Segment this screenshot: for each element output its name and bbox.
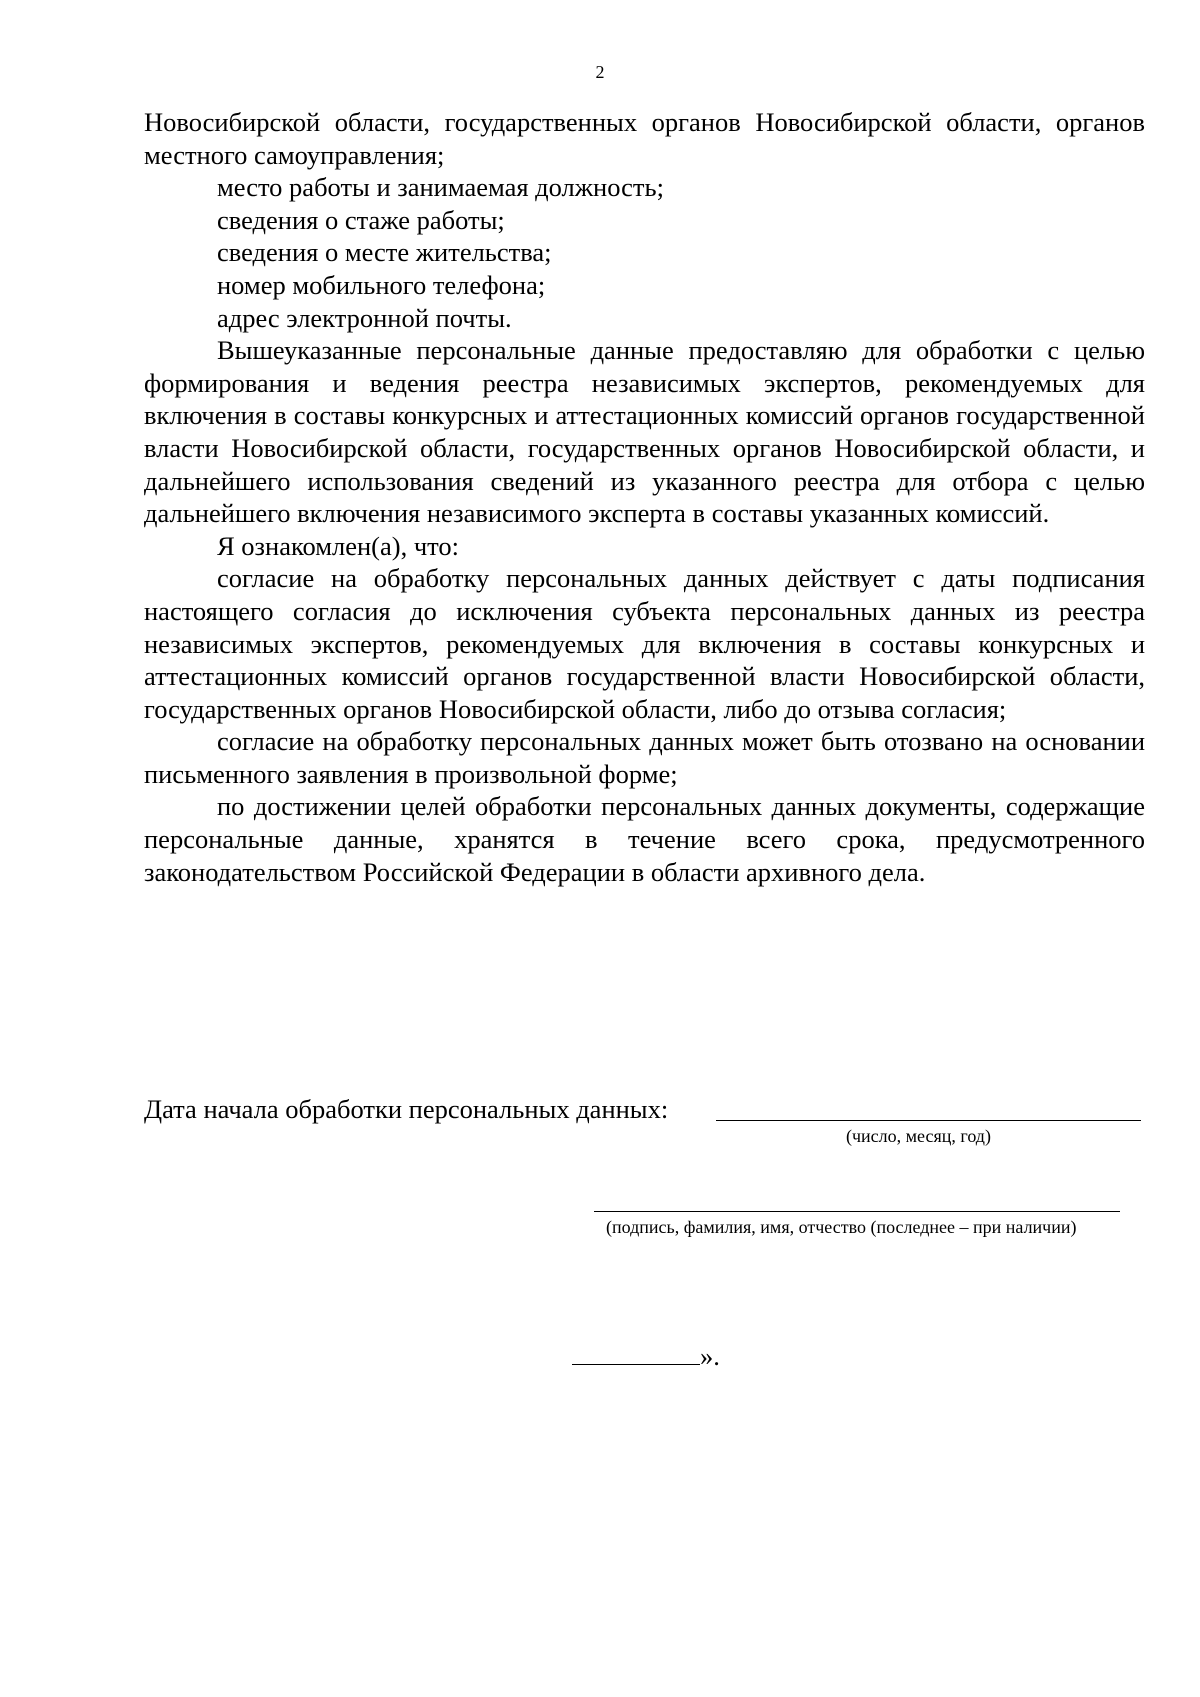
paragraph: Вышеуказанные персональные данные предоставляю для обработки с целью формирования и ведения реестра независимых экспертов, рекомендуемых для включения в составы конкурсных и аттестационных комиссий органов государственной власти Новосибирской области, государственных органов Новосибирской области, и дальнейшего использования сведений из указанного реестра для отбора с целью дальнейшего включения независимого эксперта в составы указанных комиссий. [144, 335, 1145, 529]
date-field-label: Дата начала обработки персональных данных: [144, 1094, 669, 1124]
list-item: место работы и занимаемая должность; [217, 172, 664, 203]
paragraph: Я ознакомлен(а), что: [217, 530, 460, 561]
paragraph: согласие на обработку персональных данных может быть отозвано на основании письменного заявления в произвольной форме; [144, 726, 1145, 789]
list-item: сведения о стаже работы; [217, 204, 505, 235]
signature-caption: (подпись, фамилия, имя, отчество (последнее – при наличии) [606, 1217, 1077, 1237]
date-field-caption: (число, месяц, год) [846, 1126, 991, 1146]
paragraph: Новосибирской области, государственных органов Новосибирской области, органов местного самоуправления; [144, 107, 1145, 170]
closing-quote-mark: ». [700, 1341, 720, 1371]
closing-blank-line[interactable] [572, 1364, 700, 1365]
page-number: 2 [595, 62, 605, 82]
document-body [144, 106, 1145, 888]
list-item: сведения о месте жительства; [217, 237, 552, 268]
signature-line[interactable] [594, 1211, 1120, 1212]
list-item: адрес электронной почты. [217, 302, 512, 333]
paragraph: согласие на обработку персональных данных действует с даты подписания настоящего согласия до исключения субъекта персональных данных из реестра независимых экспертов, рекомендуемых для включения в составы конкурсных и аттестационных комиссий органов государственной власти Новосибирской области, государственных органов Новосибирской области, либо до отзыва согласия; [144, 563, 1145, 724]
paragraph: по достижении целей обработки персональных данных документы, содержащие персональные данные, хранятся в течение всего срока, предусмотренного законодательством Российской Федерации в области архивного дела. [144, 791, 1145, 887]
list-item: номер мобильного телефона; [217, 269, 546, 300]
date-field-line[interactable] [716, 1120, 1141, 1121]
